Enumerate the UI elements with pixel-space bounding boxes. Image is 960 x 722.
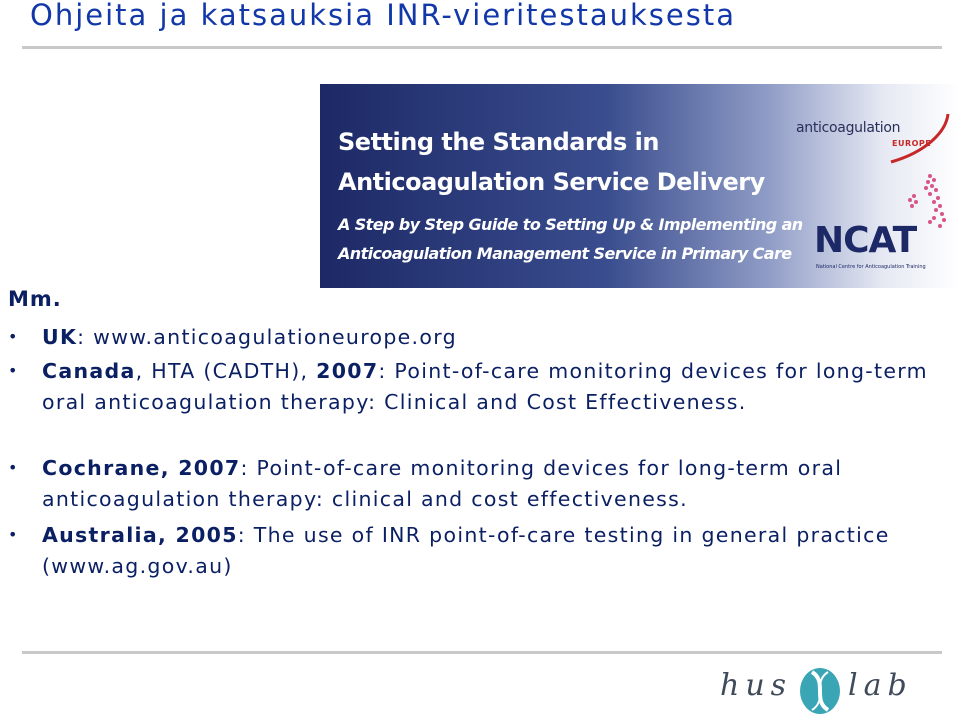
list-item-description: : Point-of-care monitoring devices for long-term oral anticoagulation therapy: Clinical and Cost Effectiveness.: [42, 359, 928, 414]
intro-label: Mm.: [8, 287, 62, 311]
huslab-logo: [712, 662, 952, 720]
list-item-text: [42, 520, 947, 582]
ace-logo-region: EUROPE: [892, 139, 932, 148]
list-item-text: [42, 453, 947, 515]
page-title: Ohjeita ja katsauksia INR-vieritestauksesta: [30, 0, 736, 32]
bullet: •: [8, 525, 18, 544]
banner-heading-line2: Anticoagulation Service Delivery: [338, 168, 765, 196]
list-item-link[interactable]: : www.anticoagulationeurope.org: [77, 325, 457, 349]
list-item-year: 2007: [316, 359, 379, 383]
top-divider: [22, 46, 942, 49]
bullet: •: [8, 458, 18, 477]
list-item-keyword: Australia, 2005: [42, 523, 238, 547]
banner-subheading-line2: Anticoagulation Management Service in Primary Care: [338, 244, 792, 263]
dna-helix-icon: [798, 666, 842, 716]
bottom-divider: [22, 651, 942, 654]
banner-subheading-line1: A Step by Step Guide to Setting Up & Implementing an: [338, 215, 803, 234]
list-item-description: : The use of INR point-of-care testing in general practice (www.ag.gov.au): [42, 523, 890, 578]
banner-heading-line1: Setting the Standards in: [338, 128, 659, 156]
huslab-logo-right: lab: [848, 668, 913, 703]
ncat-logo-word: NCAT: [814, 220, 917, 261]
list-item-text: [42, 322, 947, 353]
bullet: •: [8, 361, 18, 380]
ncat-logo: [814, 220, 954, 280]
publication-banner: [320, 84, 960, 288]
banner-heading: [338, 122, 765, 202]
banner-subheading: [338, 210, 803, 268]
ncat-logo-subtitle: National Centre for Anticoagulation Training: [816, 264, 926, 270]
ace-logo-name: anticoagulation: [796, 120, 901, 136]
list-item-detail: , HTA (CADTH),: [135, 359, 317, 383]
bullet: •: [8, 327, 18, 346]
list-item-description: : Point-of-care monitoring devices for long-term oral anticoagulation therapy: clinical and cost effectiveness.: [42, 456, 843, 511]
list-item-keyword: Canada: [42, 359, 136, 383]
list-item-keyword: UK: [42, 325, 78, 349]
list-item-keyword: Cochrane, 2007: [42, 456, 241, 480]
huslab-logo-left: hus: [720, 668, 793, 703]
list-item-text: [42, 356, 947, 418]
